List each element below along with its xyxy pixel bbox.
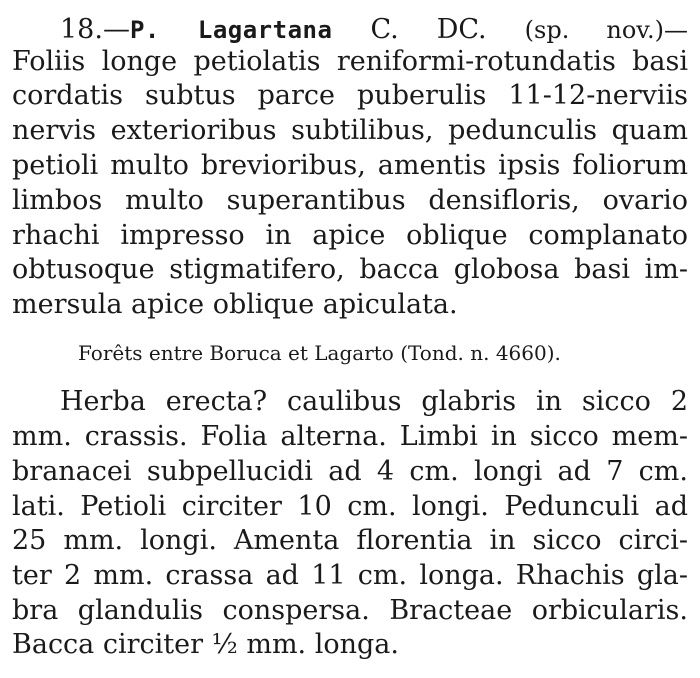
diagnosis-line: rhachi impresso in apice oblique complanato bbox=[12, 220, 688, 251]
description-line: branacei subpellucidi ad 4 cm. longi ad 7 cm. bbox=[12, 456, 688, 487]
diagnosis-line: Foliis longe petiolatis reniformi-rotundatis basi bbox=[12, 46, 688, 77]
species-name: Lagartana bbox=[197, 16, 333, 44]
entry-number: 18.— bbox=[60, 14, 130, 45]
entry-heading bbox=[60, 14, 688, 46]
description-line: bra glandulis conspersa. Bracteae orbicularis. bbox=[12, 595, 688, 626]
genus-abbrev: P. bbox=[129, 16, 160, 44]
description-line: 25 mm. longi. Amenta florentia in sicco circi- bbox=[12, 525, 688, 556]
species-note: (sp. nov.)— bbox=[524, 16, 689, 44]
diagnosis-line: obtusoque stigmatifero, bacca globosa basi im- bbox=[12, 254, 688, 285]
species-author: C. DC. bbox=[370, 14, 487, 45]
description-line: Herba erecta? caulibus glabris in sicco 2 bbox=[60, 386, 688, 417]
description-line: Bacca circiter ½ mm. longa. bbox=[12, 629, 399, 660]
description-line: ter 2 mm. crassa ad 11 cm. longa. Rhachis gla- bbox=[12, 560, 688, 591]
diagnosis-line: nervis exterioribus subtilibus, pedunculis quam bbox=[12, 115, 688, 146]
diagnosis-line: mersula apice oblique apiculata. bbox=[12, 289, 458, 320]
locality-citation: Forêts entre Boruca et Lagarto (Tond. n. 4660). bbox=[78, 341, 561, 365]
description-line: lati. Petioli circiter 10 cm. longi. Pedunculi ad bbox=[12, 491, 688, 522]
diagnosis-line: limbos multo superantibus densifloris, ovario bbox=[12, 185, 688, 216]
description-line: mm. crassis. Folia alterna. Limbi in sicco mem- bbox=[12, 421, 688, 452]
diagnosis-line: petioli multo brevioribus, amentis ipsis foliorum bbox=[12, 150, 688, 181]
diagnosis-line: cordatis subtus parce puberulis 11-12-nerviis bbox=[12, 80, 688, 111]
